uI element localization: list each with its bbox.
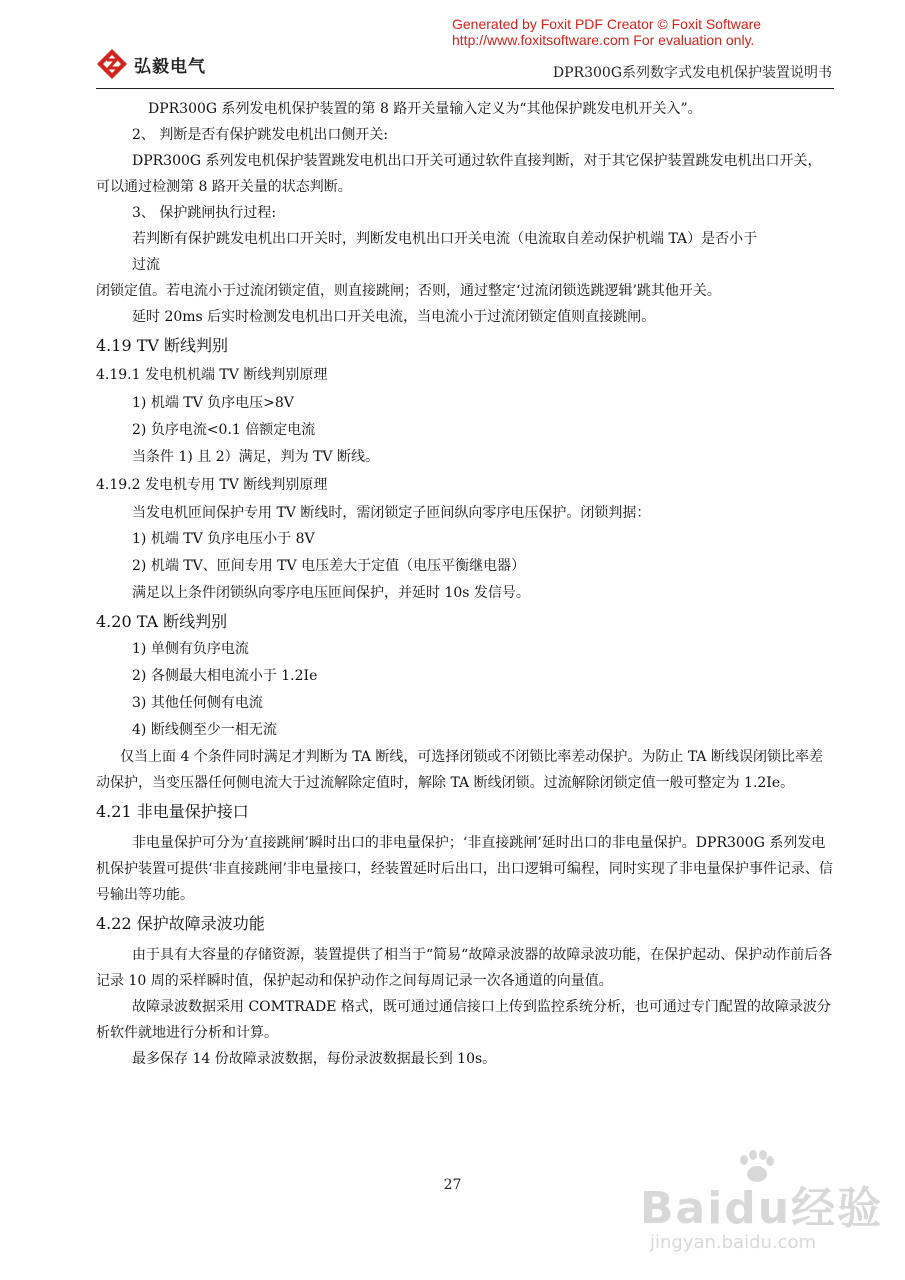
paragraph: 当发电机匝间保护专用 TV 断线时，需闭锁定子匝间纵向零序电压保护。闭锁判据： (132, 505, 651, 521)
paragraph: 仅当上面 4 个条件同时满足才判断为 TA 断线，可选择闭锁或不闭锁比率差动保护。为防止 TA 断线误闭锁比率差动保护，当变压器任何侧电流大于过流解除定值时，解除 TA 断线闭锁。过流解除闭锁定值一般可整定为 1.2Ie。 (96, 749, 823, 791)
list-item: 1) 机端 TV 负序电压小于 8V (132, 531, 315, 547)
list-item: 2) 负序电流<0.1 倍额定电流 (132, 422, 316, 438)
section-heading: 4.21 非电量保护接口 (96, 802, 249, 821)
subsection-heading: 4.19.1 发电机机端 TV 断线判别原理 (96, 367, 328, 383)
paragraph: 3、 保护跳闸执行过程: (132, 205, 277, 221)
paragraph: 延时 20ms 后实时检测发电机出口开关电流，当电流小于过流闭锁定值则直接跳闸。 (132, 309, 656, 325)
foxit-watermark-line2: http://www.foxitsoftware.com For evaluation only. (452, 32, 755, 48)
list-item: 2) 各侧最大相电流小于 1.2Ie (132, 668, 318, 684)
paragraph: 满足以上条件闭锁纵向零序电压匝间保护，并延时 10s 发信号。 (132, 585, 530, 601)
company-logo-icon (96, 48, 128, 80)
baidu-watermark (640, 1150, 890, 1260)
paragraph: 闭锁定值。若电流小于过流闭锁定值，则直接跳闸；否则，通过整定‘过流闭锁选跳逻辑’跳其他开关。 (96, 283, 721, 299)
subsection-heading: 4.19.2 发电机专用 TV 断线判别原理 (96, 477, 328, 493)
document-title: DPR300G系列数字式发电机保护装置说明书 (552, 65, 832, 81)
paragraph: 故障录波数据采用 COMTRADE 格式，既可通过通信接口上传到监控系统分析，也可通过专门配置的故障录波分析软件就地进行分析和计算。 (96, 999, 831, 1041)
baidu-brand: Baidu经验 (640, 1183, 884, 1234)
page-header (96, 42, 834, 89)
company-logo (96, 48, 206, 80)
paragraph: DPR300G 系列发电机保护装置的第 8 路开关量输入定义为“其他保护跳发电机开关入”。 (148, 101, 702, 117)
paragraph: 由于具有大容量的存储资源，装置提供了相当于“简易“故障录波器的故障录波功能，在保护起动、保护动作前后各记录 10 周的采样瞬时值，保护起动和保护动作之间每周记录一次各通道的向量值。 (96, 947, 833, 989)
list-item: 2) 机端 TV、匝间专用 TV 电压差大于定值（电压平衡继电器） (132, 558, 526, 574)
section-heading: 4.19 TV 断线判别 (96, 336, 229, 355)
list-item: 4) 断线侧至少一相无流 (132, 722, 277, 738)
page-body (96, 96, 834, 1072)
foxit-watermark-line1: Generated by Foxit PDF Creator © Foxit Software (452, 16, 762, 32)
paragraph: 若判断有保护跳发电机出口开关时，判断发电机出口开关电流（电流取自差动保护机端 TA）是否小于 (132, 231, 758, 247)
company-name: 弘毅电气 (134, 56, 206, 77)
paragraph: DPR300G 系列发电机保护装置跳发电机出口开关可通过软件直接判断，对于其它保护装置跳发电机出口开关，可以通过检测第 8 路开关量的状态判断。 (96, 153, 822, 195)
page-number: 27 (443, 1177, 462, 1193)
list-item: 3) 其他任何侧有电流 (132, 695, 263, 711)
paragraph: 当条件 1) 且 2）满足，判为 TV 断线。 (132, 449, 379, 465)
paragraph: 2、 判断是否有保护跳发电机出口侧开关: (132, 127, 389, 143)
section-heading: 4.22 保护故障录波功能 (96, 914, 265, 933)
baidu-url: jingyan.baidu.com (650, 1232, 817, 1253)
paragraph: 最多保存 14 份故障录波数据，每份录波数据最长到 10s。 (132, 1051, 497, 1067)
section-heading: 4.20 TA 断线判别 (96, 612, 228, 631)
list-item: 1) 单侧有负序电流 (132, 641, 249, 657)
list-item: 1) 机端 TV 负序电压>8V (132, 395, 294, 411)
paragraph: 过流 (132, 257, 160, 273)
paragraph: 非电量保护可分为‘直接跳闸’瞬时出口的非电量保护；‘非直接跳闸’延时出口的非电量保护。DPR300G 系列发电机保护装置可提供‘非直接跳闸’非电量接口，经装置延时后出口，出口逻辑可编程，同时实现了非电量保护事件记录、信号输出等功能。 (96, 835, 833, 903)
